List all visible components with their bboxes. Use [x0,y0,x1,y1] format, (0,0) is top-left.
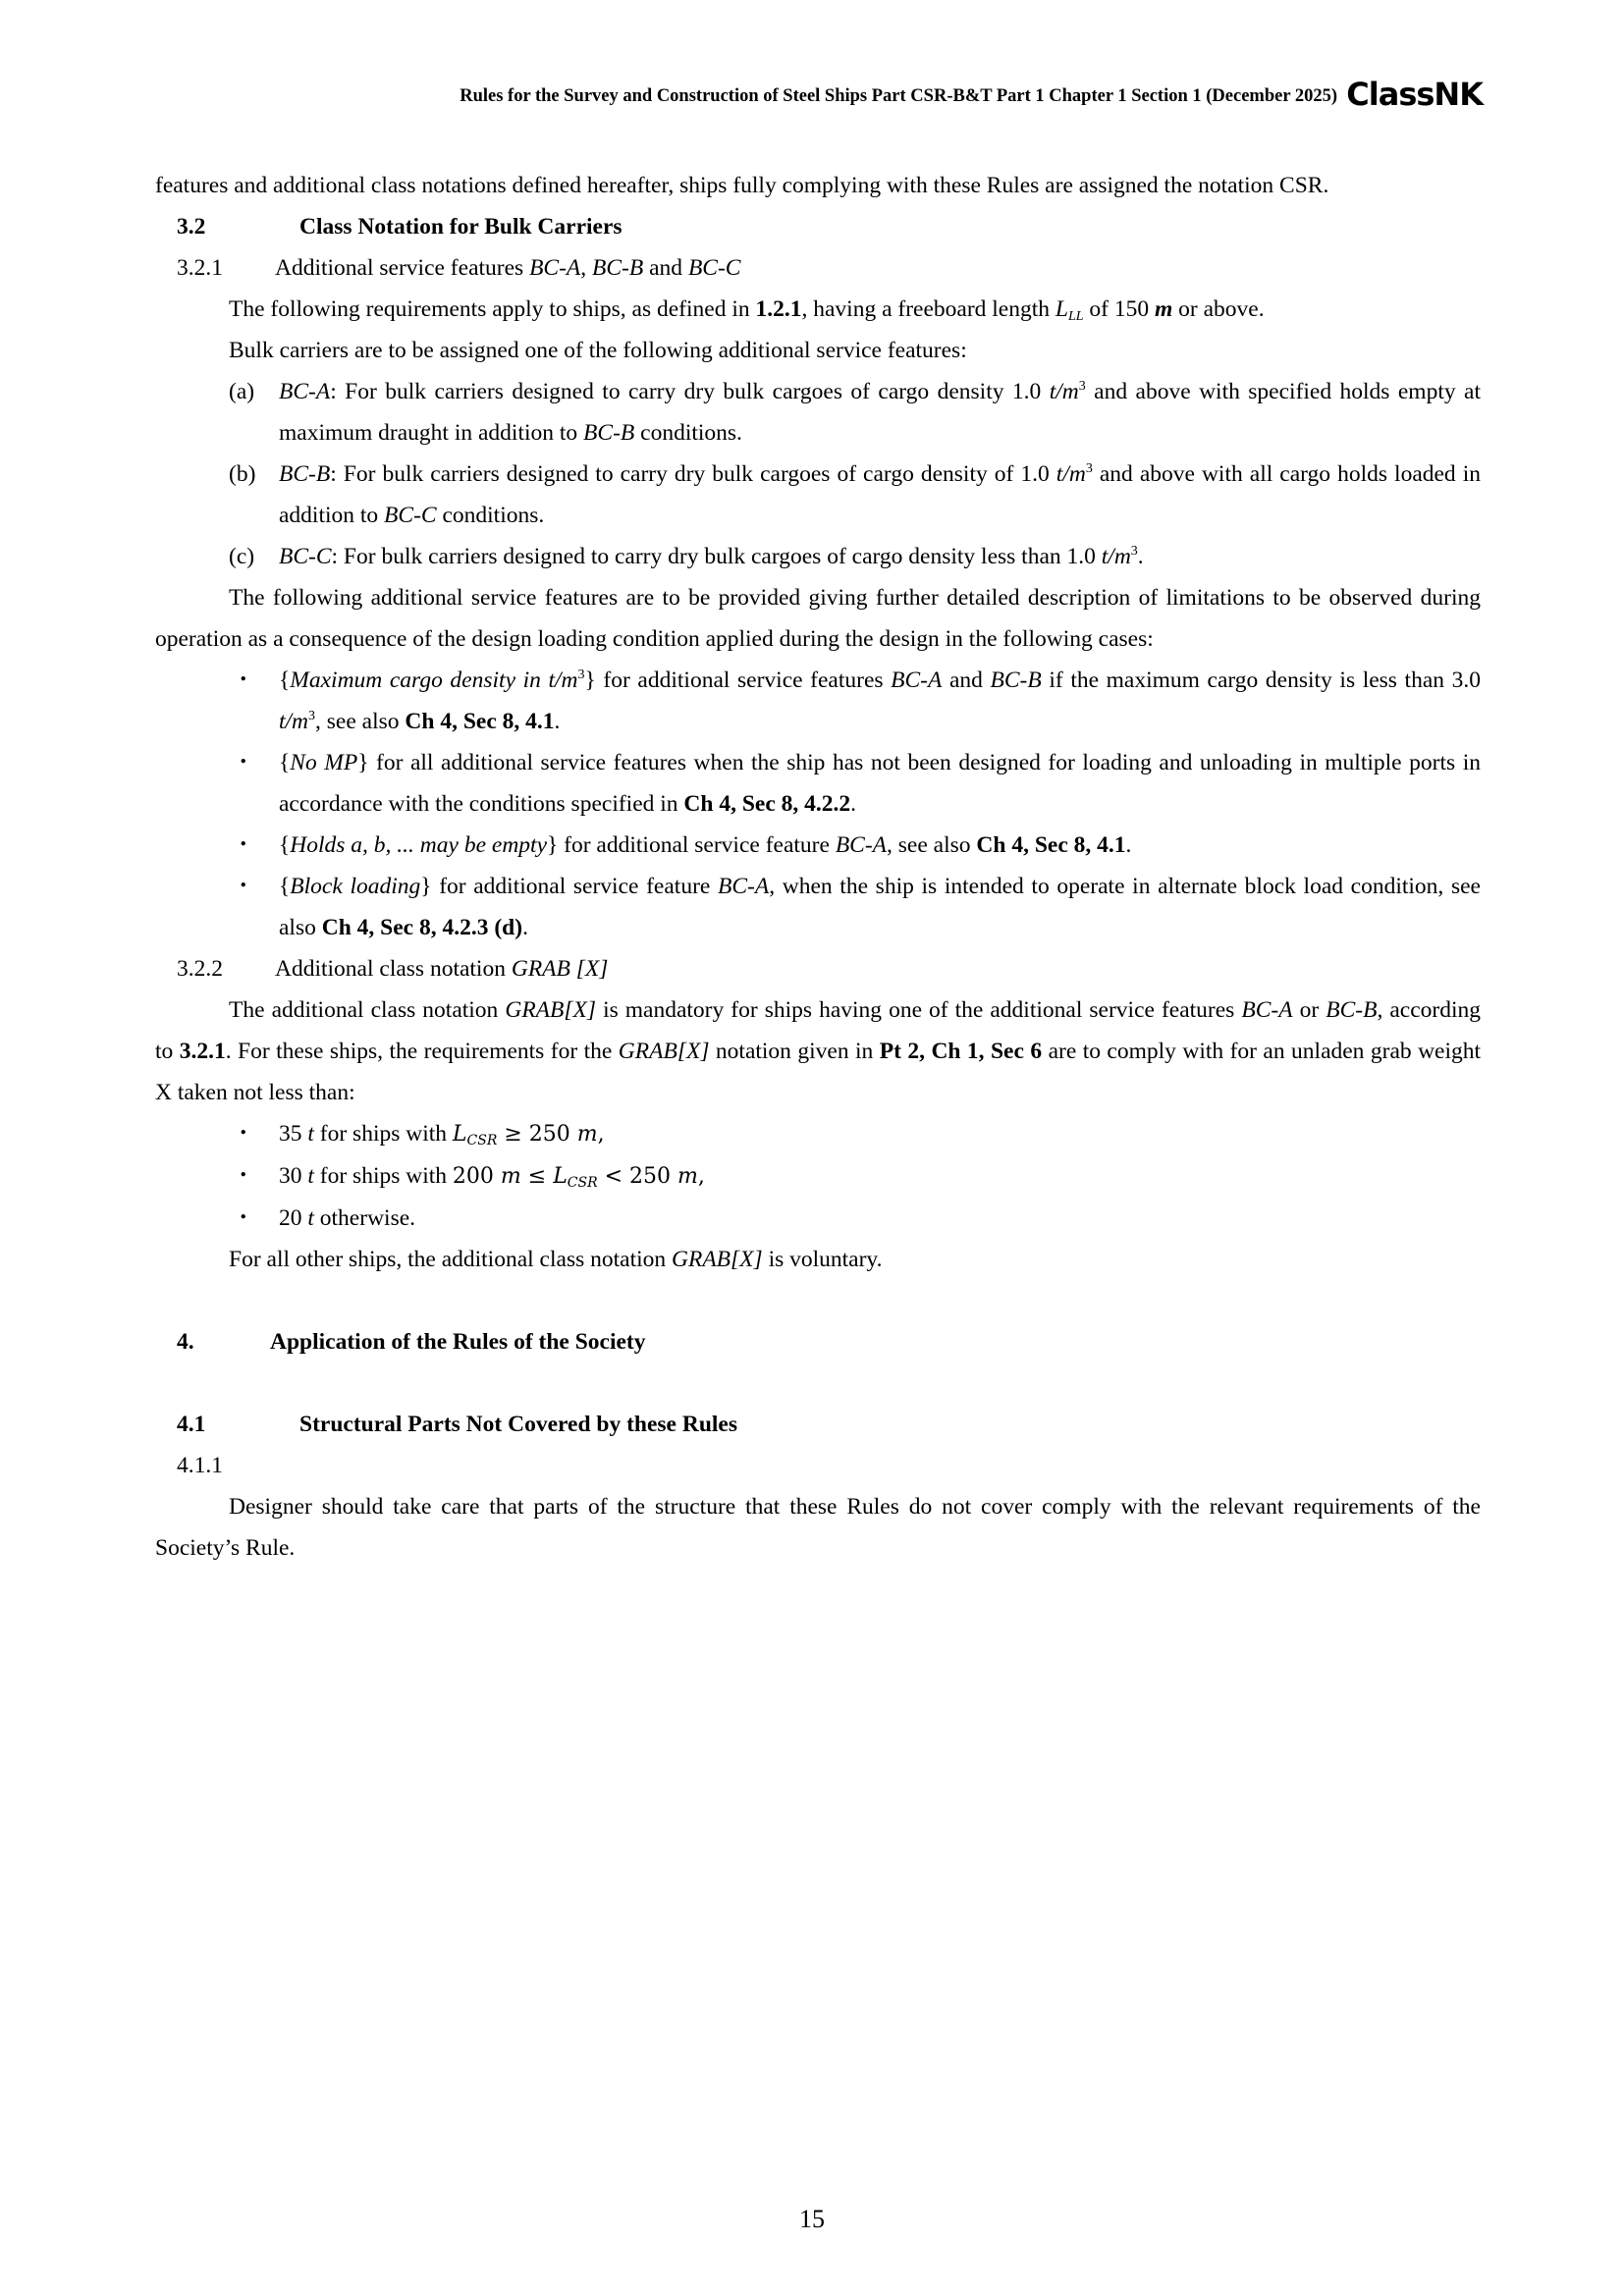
section-number: 4.1 [177,1412,206,1437]
list-item: (a) BC-A: For bulk carriers designed to carry dry bulk cargoes of cargo density 1.0 $t/m^3$ and above with specified holds empty at maximum draught in addition to BC-B conditions. [155,371,1481,454]
section-4-1-heading [155,1404,1481,1445]
section-4-heading [155,1321,1481,1362]
bullet-item: ・ {Holds a, b, ... may be empty} for additional service feature BC-A, see also Ch 4, Sec 8, 4.1. [155,825,1481,866]
subsection-3-2-1-heading: 3.2.1 Additional service features BC-A, BC-B and BC-C [155,247,1481,289]
cross-reference: Ch 4, Sec 8, 4.1 [405,709,555,734]
section-title: Structural Parts Not Covered by these Rules [299,1412,738,1437]
bullet-glyph: ・ [232,832,255,858]
list-item: (b) BC-B: For bulk carriers designed to carry dry bulk cargoes of cargo density of 1.0 $t/m^3$ and above with all cargo holds loaded in addition to BC-C conditions. [155,454,1481,536]
intro-paragraph: features and additional class notations defined hereafter, ships fully complying with these Rules are assigned the notation CSR. [155,173,1329,198]
page-number: 15 [799,2205,825,2233]
subsection-3-2-2-heading: 3.2.2 Additional class notation GRAB [X] [155,948,1481,989]
list-label: (c) [229,544,255,569]
list-item: (c) BC-C: For bulk carriers designed to carry dry bulk cargoes of cargo density less than 1.0 $t/m^3$. [155,536,1481,577]
section-number: 4. [177,1329,194,1355]
cross-reference: Ch 4, Sec 8, 4.2.2 [683,791,851,817]
bullet-glyph: ・ [232,1121,255,1147]
bullet-glyph: ・ [232,667,255,693]
grab-paragraph: The additional class notation GRAB[X] is mandatory for ships having one of the additional service features BC-A or BC-B, according to 3.2.1. For these ships, the requirements for the GRAB[X] notation given in Pt 2, Ch 1, Sec 6 are to comply with for an unladen grab weight X taken not less than: [155,997,1482,1105]
classnk-logo: ClassNK [1346,76,1483,113]
section-title: Class Notation for Bulk Carriers [299,214,623,240]
following-paragraph: The following additional service features are to be provided giving further detailed description of limitations to be observed during operation as a consequence of the design loading condition applied during the design in the following cases: [155,585,1481,652]
subsection-number: 3.2.1 [177,255,223,281]
subsection-number: 3.2.2 [177,956,223,982]
bullet-glyph: ・ [232,1205,255,1231]
assignment-paragraph: Bulk carriers are to be assigned one of the following additional service features: [229,338,967,363]
list-label: (b) [229,461,256,487]
bullet-item: ・ 20 t otherwise. [155,1198,1481,1239]
section-number: 3.2 [177,214,206,240]
cross-reference: Ch 4, Sec 8, 4.1 [976,832,1126,858]
list-label: (a) [229,379,255,404]
section-title: Application of the Rules of the Society [270,1329,646,1355]
voluntary-paragraph: For all other ships, the additional class notation GRAB[X] is voluntary. [229,1247,883,1272]
section-3-2-heading [155,206,1481,247]
designer-paragraph: Designer should take care that parts of the structure that these Rules do not cover comply with the relevant requirements of the Society’s Rule. [155,1494,1481,1561]
page-header [334,75,1483,114]
cross-reference: Ch 4, Sec 8, 4.2.3 (d) [321,915,523,940]
bullet-item: ・ {No MP} for all additional service features when the ship has not been designed for loading and unloading in multiple ports in accordance with the conditions specified in Ch 4, Sec 8, 4.2.2. [155,742,1481,825]
bullet-glyph: ・ [232,1163,255,1189]
bullet-item: ・ 35 t for ships with $L_{CSR} \ge 250$ m, [155,1113,1481,1155]
bullet-item: ・ {Maximum cargo density in $t/m^3$} for additional service features BC-A and BC-B if the maximum cargo density is less than 3.0 $t/m^3$, see also Ch 4, Sec 8, 4.1. [155,660,1481,742]
page-body [155,165,1481,1569]
math-expression: 200 $m \le L_{CSR} < 250$ m, [452,1164,705,1191]
bullet-item: ・ {Block loading} for additional service feature BC-A, when the ship is intended to operate in alternate block load condition, see also Ch 4, Sec 8, 4.2.3 (d). [155,866,1481,948]
cross-reference: 3.2.1 [179,1039,226,1064]
bullet-glyph: ・ [232,874,255,899]
bullet-glyph: ・ [232,750,255,775]
running-title: Rules for the Survey and Construction of Steel Ships Part CSR-B&T Part 1 Chapter 1 Section 1 (December 2025) [460,86,1337,106]
bullet-item: ・ 30 t for ships with 200 $m \le L_{CSR} < 250$ m, [155,1155,1481,1198]
cross-reference: Pt 2, Ch 1, Sec 6 [879,1039,1043,1064]
spacer [155,1280,1481,1321]
subsection-number: 4.1.1 [177,1453,223,1478]
requirements-paragraph: The following requirements apply to ships, as defined in 1.2.1, having a freeboard length $L_{LL}$ of 150 m or above. [229,296,1265,324]
cross-reference: 1.2.1 [755,296,802,322]
math-expression: $L_{CSR} \ge 250$ m, [452,1122,605,1148]
subsection-4-1-1-heading [155,1445,1481,1486]
spacer [155,1362,1481,1404]
